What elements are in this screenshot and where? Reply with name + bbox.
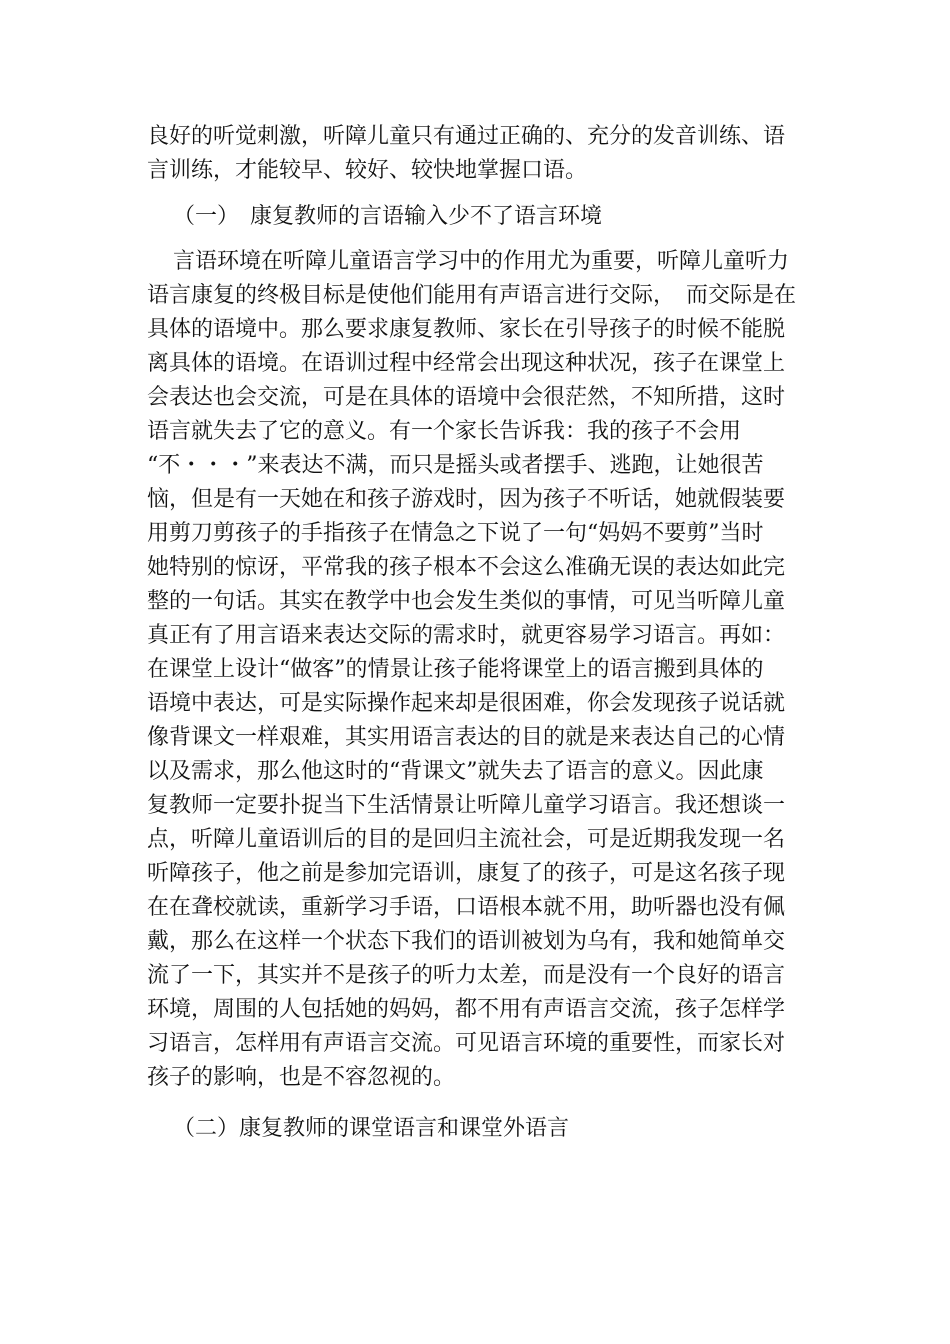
paragraph-line: 以及需求，那么他这时的“背课文”就失去了语言的意义。因此康	[147, 759, 764, 784]
paragraph-line: 环境，周围的人包括她的妈妈，都不用有声语言交流，孩子怎样学	[147, 997, 786, 1022]
paragraph-line: 离具体的语境。在语训过程中经常会出现这种状况，孩子在课堂上	[147, 351, 786, 376]
paragraph-line: 听障孩子，他之前是参加完语训，康复了的孩子，可是这名孩子现	[147, 861, 786, 886]
paragraph-line: 复教师一定要扑捉当下生活情景让听障儿童学习语言。我还想谈一	[147, 793, 786, 818]
paragraph-line: 良好的听觉刺激，听障儿童只有通过正确的、充分的发音训练、语	[147, 124, 786, 149]
paragraph-line: 言训练，才能较早、较好、较快地掌握口语。	[147, 158, 588, 183]
paragraph-line: 戴，那么在这样一个状态下我们的语训被划为乌有，我和她简单交	[147, 929, 786, 954]
paragraph-line: 语言康复的终极目标是使他们能用有声语言进行交际， 而交际是在	[147, 283, 797, 308]
paragraph-line: 具体的语境中。那么要求康复教师、家长在引导孩子的时候不能脱	[147, 317, 786, 342]
paragraph-line: 会表达也会交流，可是在具体的语境中会很茫然，不知所措，这时	[147, 385, 786, 410]
paragraph-line: 孩子的影响，也是不容忽视的。	[147, 1065, 456, 1090]
paragraph-line: 在课堂上设计“做客”的情景让孩子能将课堂上的语言搬到具体的	[147, 657, 764, 682]
paragraph-line: 在在聋校就读，重新学习手语，口语根本就不用，助听器也没有佩	[147, 895, 786, 920]
section-heading: （二）康复教师的课堂语言和课堂外语言	[173, 1116, 570, 1141]
paragraph-line: 言语环境在听障儿童语言学习中的作用尤为重要，听障儿童听力	[173, 249, 790, 274]
paragraph-line: 她特别的惊讶，平常我的孩子根本不会这么准确无误的表达如此完	[147, 555, 786, 580]
paragraph-line: 点，听障儿童语训后的目的是回归主流社会，可是近期我发现一名	[147, 827, 786, 852]
paragraph-line: 流了一下，其实并不是孩子的听力太差，而是没有一个良好的语言	[147, 963, 786, 988]
paragraph-line: “不・・・”来表达不满，而只是摇头或者摆手、逃跑，让她很苦	[147, 453, 764, 478]
paragraph-line: 像背课文一样艰难，其实用语言表达的目的就是来表达自己的心情	[147, 725, 786, 750]
paragraph-line: 习语言，怎样用有声语言交流。可见语言环境的重要性，而家长对	[147, 1031, 786, 1056]
paragraph-line: 用剪刀剪孩子的手指孩子在情急之下说了一句“妈妈不要剪”当时	[147, 521, 764, 546]
paragraph-line: 整的一句话。其实在教学中也会发生类似的事情，可见当听障儿童	[147, 589, 786, 614]
paragraph-line: 语境中表达，可是实际操作起来却是很困难，你会发现孩子说话就	[147, 691, 786, 716]
paragraph-line: 恼，但是有一天她在和孩子游戏时，因为孩子不听话，她就假装要	[147, 487, 786, 512]
section-heading: （一） 康复教师的言语输入少不了语言环境	[173, 204, 603, 229]
paragraph-line: 语言就失去了它的意义。有一个家长告诉我：我的孩子不会用	[147, 419, 742, 444]
paragraph-line: 真正有了用言语来表达交际的需求时，就更容易学习语言。再如：	[147, 623, 786, 648]
